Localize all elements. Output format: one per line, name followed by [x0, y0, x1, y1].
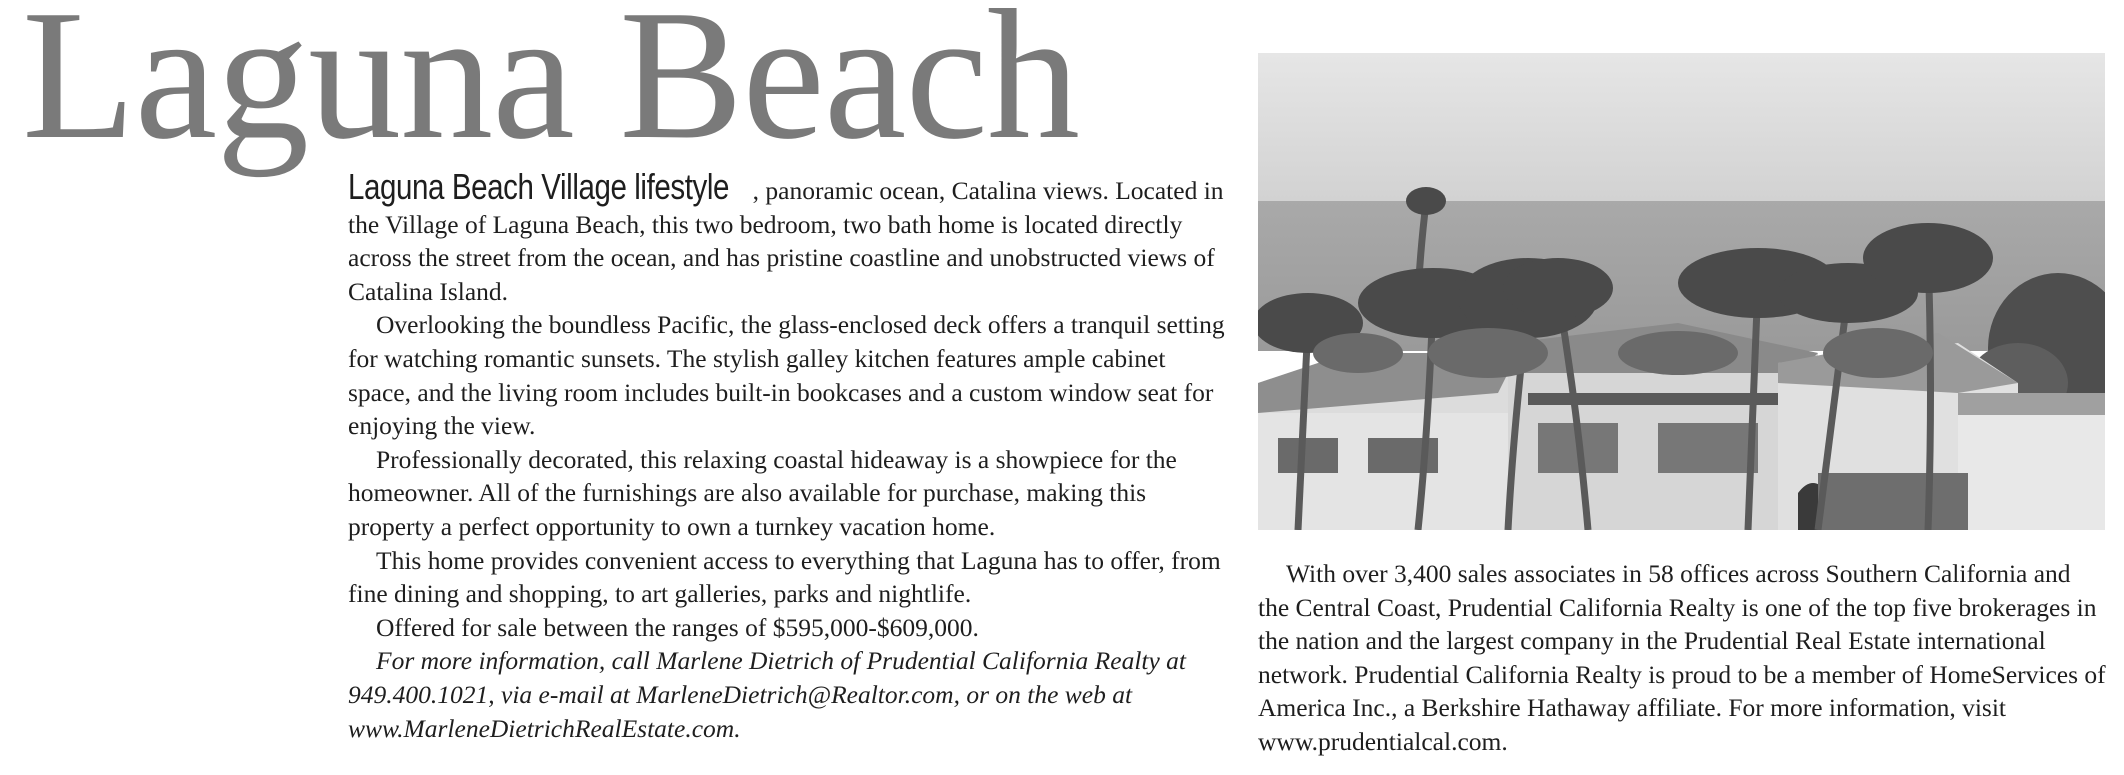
contact-info: For more information, call Marlene Dietrich of Prudential California Realty at 949.400.1021, via e-mail at MarleneDietrich@Realtor.com, or on the web at www.MarleneDietrichRealEstate.com.: [348, 646, 1187, 743]
paragraph-access: This home provides convenient access to everything that Laguna has to offer, from fine dining and shopping, to art galleries, parks and nightlife.: [348, 545, 1221, 609]
paragraph-decor: Professionally decorated, this relaxing coastal hideaway is a showpiece for the homeowner. All of the furnishings are also available for purchase, making this property a perfect opportunity to own a turnkey vacation home.: [348, 444, 1177, 541]
lead-paragraph: [348, 166, 1228, 308]
lead-text: , panoramic ocean, Catalina views. Located in the Village of Laguna Beach, this two bedroom, two bath home is located directly across the street from the ocean, and has pristine coastline and unobstructed views of Catalina Island.: [348, 176, 1224, 306]
paragraph-price: Offered for sale between the ranges of $595,000-$609,000.: [376, 612, 979, 642]
lead-title: Laguna Beach Village lifestyle: [348, 166, 730, 207]
ocean-view-photo: [1258, 53, 2105, 530]
paragraph-deck: Overlooking the boundless Pacific, the glass-enclosed deck offers a tranquil setting for watching romantic sunsets. The stylish galley kitchen features ample cabinet space, and the living room includes built-in bookcases and a custom window seat for enjoying the view.: [348, 310, 1225, 441]
photo-illustration: [1258, 53, 2105, 530]
headline: Laguna Beach: [22, 0, 1079, 178]
agency-paragraph: With over 3,400 sales associates in 58 offices across Southern California and the Central Coast, Prudential California Realty is one of the top five brokerages in the nation and the largest company in the Prudential Real Estate international network. Prudential California Realty is proud to be a member of HomeServices of America Inc., a Berkshire Hathaway affiliate. For more information, visit www.prudentialcal.com.: [1258, 559, 2106, 756]
article-body: [348, 166, 1228, 745]
agency-info: [1258, 557, 2108, 759]
